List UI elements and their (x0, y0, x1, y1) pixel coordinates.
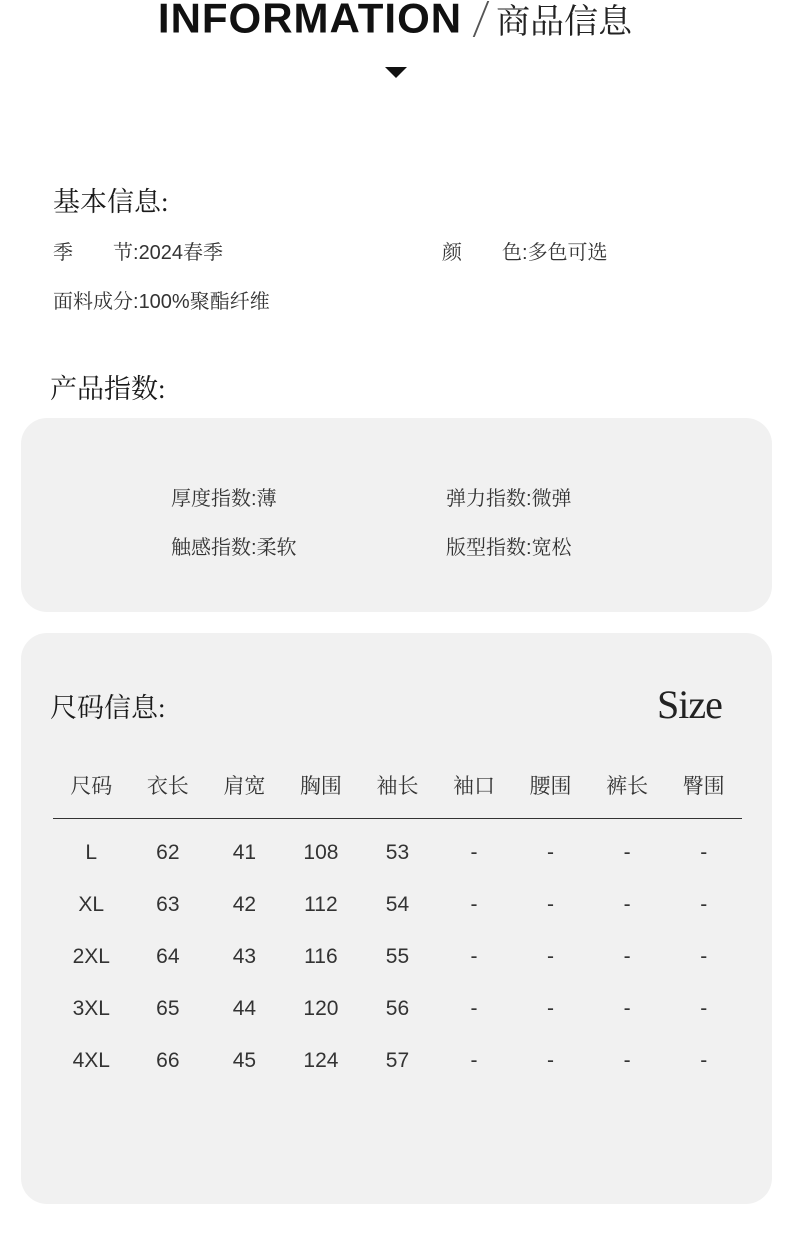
triangle-down-icon (385, 67, 407, 78)
basic-info-title: 基本信息: (53, 187, 169, 217)
column-header: 裤长 (589, 762, 666, 819)
table-cell: - (470, 841, 478, 864)
size-table-header (53, 762, 742, 819)
table-cell: 55 (385, 945, 410, 968)
index-value: 微弹 (531, 488, 572, 510)
column-header: 臀围 (665, 762, 742, 819)
index-value: 宽松 (531, 537, 572, 559)
product-index-title: 产品指数: (50, 374, 166, 404)
table-cell: 120 (303, 997, 339, 1020)
table-cell: - (700, 841, 708, 864)
header-title (0, 0, 790, 43)
table-cell: 45 (232, 1049, 257, 1072)
table-cell: 56 (385, 997, 410, 1020)
table-cell: 108 (303, 841, 339, 864)
table-cell: - (470, 997, 478, 1020)
table-cell: 42 (232, 893, 257, 916)
header-title-cn: 商品信息 (496, 3, 633, 41)
table-row (53, 931, 742, 983)
table-row (53, 1035, 742, 1087)
table-cell: 57 (385, 1049, 410, 1072)
table-cell: 43 (232, 945, 257, 968)
column-header: 尺码 (53, 762, 130, 819)
table-cell: - (623, 1049, 631, 1072)
table-cell: 65 (156, 997, 180, 1020)
fabric-label: 面料成分: (53, 291, 139, 313)
table-cell: - (470, 893, 478, 916)
table-cell: 44 (232, 997, 257, 1020)
index-item-thickness (171, 482, 277, 511)
color-value: 多色可选 (527, 242, 608, 264)
table-cell: 4XL (72, 1049, 110, 1072)
table-cell: - (700, 997, 708, 1020)
color-label: 颜 色: (442, 242, 528, 264)
size-table (53, 762, 742, 1087)
index-label: 版型指数: (446, 537, 532, 559)
table-cell: - (470, 1049, 478, 1072)
season-row (53, 236, 223, 265)
index-label: 触感指数: (171, 537, 257, 559)
product-index-card (21, 418, 772, 612)
table-cell: 2XL (72, 945, 110, 968)
table-cell: 116 (304, 945, 338, 968)
table-cell: 41 (232, 841, 257, 864)
table-cell: - (547, 1049, 555, 1072)
column-header: 衣长 (130, 762, 207, 819)
season-value: 2024春季 (138, 242, 224, 264)
column-header: 肩宽 (206, 762, 283, 819)
table-cell: 66 (156, 1049, 180, 1072)
fabric-row (53, 285, 270, 314)
table-cell: 124 (303, 1049, 339, 1072)
table-cell: - (547, 945, 555, 968)
color-row (442, 236, 608, 265)
table-cell: - (547, 841, 555, 864)
index-item-elasticity (446, 482, 572, 511)
season-label: 季 节: (53, 242, 139, 264)
size-logo: Size (657, 682, 722, 727)
table-cell: - (623, 841, 631, 864)
table-cell: - (547, 893, 555, 916)
page-header (0, 0, 790, 90)
table-cell: - (623, 945, 631, 968)
column-header: 腰围 (512, 762, 589, 819)
table-cell: 54 (385, 893, 410, 916)
index-value: 柔软 (256, 537, 297, 559)
column-header: 胸围 (283, 762, 360, 819)
index-label: 厚度指数: (171, 488, 257, 510)
index-item-touch (171, 531, 297, 560)
table-cell: L (85, 841, 98, 864)
table-row (53, 879, 742, 931)
fabric-value: 100%聚酯纤维 (138, 291, 270, 313)
table-cell: - (547, 997, 555, 1020)
table-cell: 53 (385, 841, 410, 864)
index-value: 薄 (256, 488, 277, 510)
table-cell: 62 (156, 841, 180, 864)
index-item-fit (446, 531, 572, 560)
table-cell: - (470, 945, 478, 968)
table-cell: - (700, 945, 708, 968)
column-header: 袖长 (359, 762, 436, 819)
table-row (53, 819, 742, 880)
table-cell: 3XL (72, 997, 110, 1020)
table-cell: - (623, 893, 631, 916)
table-cell: - (700, 893, 708, 916)
index-label: 弹力指数: (446, 488, 532, 510)
table-row (53, 983, 742, 1035)
column-header: 袖口 (436, 762, 513, 819)
table-cell: - (700, 1049, 708, 1072)
table-cell: - (623, 997, 631, 1020)
table-cell: XL (78, 893, 105, 916)
table-cell: 64 (156, 945, 180, 968)
header-title-en: INFORMATION (157, 0, 463, 42)
header-slash-divider (473, 1, 490, 37)
size-info-title: 尺码信息: (50, 693, 166, 723)
table-cell: 112 (304, 893, 338, 916)
table-cell: 63 (156, 893, 180, 916)
